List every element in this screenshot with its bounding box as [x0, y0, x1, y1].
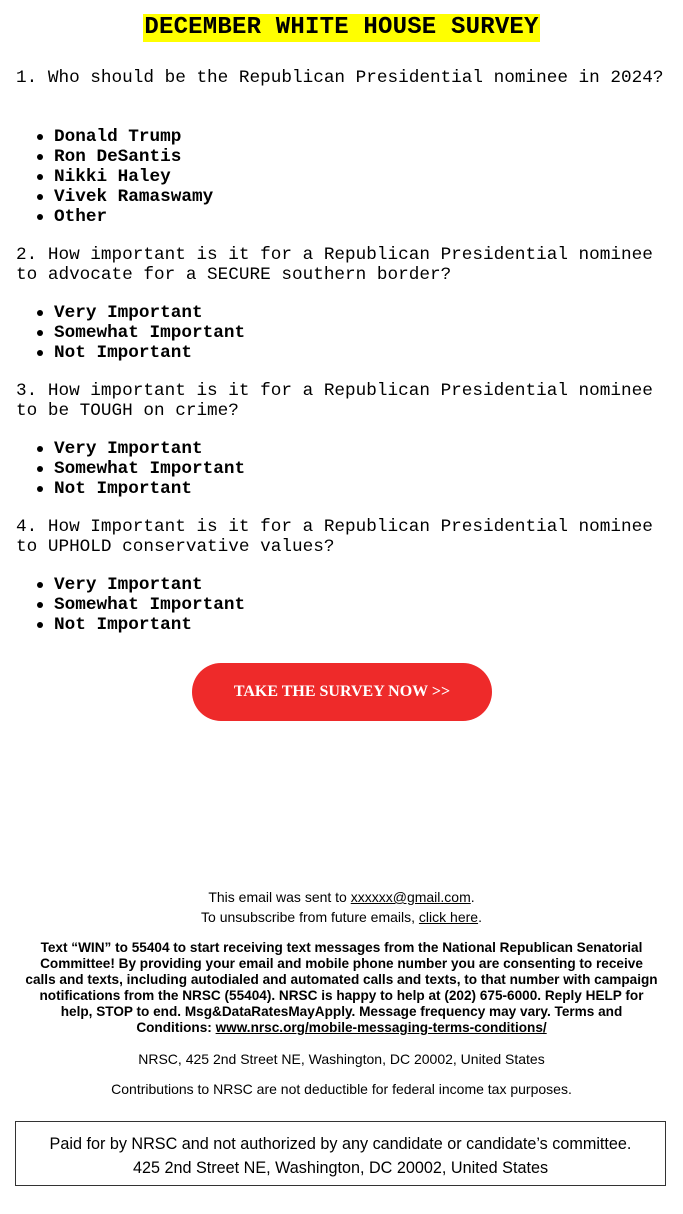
- list-item: Not Important: [36, 479, 245, 499]
- question-3-options: [36, 439, 245, 499]
- bullet-icon: [37, 486, 43, 492]
- list-item: Very Important: [36, 575, 245, 595]
- bullet-icon: [37, 350, 43, 356]
- question-4-options: [36, 575, 245, 635]
- recipient-email-link[interactable]: xxxxxx@gmail.com: [350, 889, 471, 905]
- bullet-icon: [37, 446, 43, 452]
- bullet-icon: [37, 622, 43, 628]
- list-item: Somewhat Important: [36, 595, 245, 615]
- bullet-icon: [37, 134, 43, 140]
- tax-disclaimer: Contributions to NRSC are not deductible for federal income tax purposes.: [111, 1081, 572, 1097]
- bullet-icon: [37, 194, 43, 200]
- list-item: Very Important: [36, 439, 245, 459]
- question-2: 2. How important is it for a Republican Presidential nominee to advocate for a SECURE southern border?: [16, 245, 653, 285]
- list-item: Nikki Haley: [36, 167, 213, 187]
- bullet-icon: [37, 310, 43, 316]
- bullet-icon: [37, 174, 43, 180]
- paid-for-disclaimer: Paid for by NRSC and not authorized by any candidate or candidate’s committee. 425 2nd Street NE, Washington, DC 20002, United States: [15, 1121, 666, 1186]
- address: NRSC, 425 2nd Street NE, Washington, DC 20002, United States: [138, 1051, 545, 1067]
- question-1-options: [36, 127, 213, 227]
- take-survey-button[interactable]: TAKE THE SURVEY NOW >>: [192, 663, 492, 721]
- bullet-icon: [37, 154, 43, 160]
- page-title: DECEMBER WHITE HOUSE SURVEY: [144, 14, 539, 41]
- question-3: 3. How important is it for a Republican Presidential nominee to be TOUGH on crime?: [16, 381, 653, 421]
- header: [0, 14, 683, 42]
- bullet-icon: [37, 466, 43, 472]
- list-item: Vivek Ramaswamy: [36, 187, 213, 207]
- question-2-options: [36, 303, 245, 363]
- list-item: Somewhat Important: [36, 459, 245, 479]
- list-item: Other: [36, 207, 213, 227]
- bullet-icon: [37, 330, 43, 336]
- sent-to-notice: This email was sent to xxxxxx@gmail.com.: [208, 889, 475, 905]
- list-item: Not Important: [36, 343, 245, 363]
- list-item: Somewhat Important: [36, 323, 245, 343]
- list-item: Very Important: [36, 303, 245, 323]
- sms-terms-text: Text “WIN” to 55404 to start receiving text messages from the National Republican Senatorial Committee! By providing your email and mobile phone number you are consenting to receive calls and texts, including autodialed and automated calls and texts, to that number with campaign notifications from the NRSC (55404). NRSC is happy to help at (202) 675-6000. Reply HELP for help, STOP to end. Msg&DataRatesMayApply. Message frequency may vary. Terms and Conditions: www.nrsc.org/mobile-messaging-terms-conditions/: [25, 940, 658, 1035]
- bullet-icon: [37, 582, 43, 588]
- list-item: Not Important: [36, 615, 245, 635]
- terms-link[interactable]: www.nrsc.org/mobile-messaging-terms-conditions/: [215, 1020, 547, 1035]
- question-4: 4. How Important is it for a Republican Presidential nominee to UPHOLD conservative values?: [16, 517, 653, 557]
- unsubscribe-notice: To unsubscribe from future emails, click here.: [201, 909, 482, 925]
- unsubscribe-link[interactable]: click here: [418, 909, 479, 925]
- list-item: Ron DeSantis: [36, 147, 213, 167]
- bullet-icon: [37, 602, 43, 608]
- bullet-icon: [37, 214, 43, 220]
- question-1: 1. Who should be the Republican Presidential nominee in 2024?: [16, 68, 664, 88]
- list-item: Donald Trump: [36, 127, 213, 147]
